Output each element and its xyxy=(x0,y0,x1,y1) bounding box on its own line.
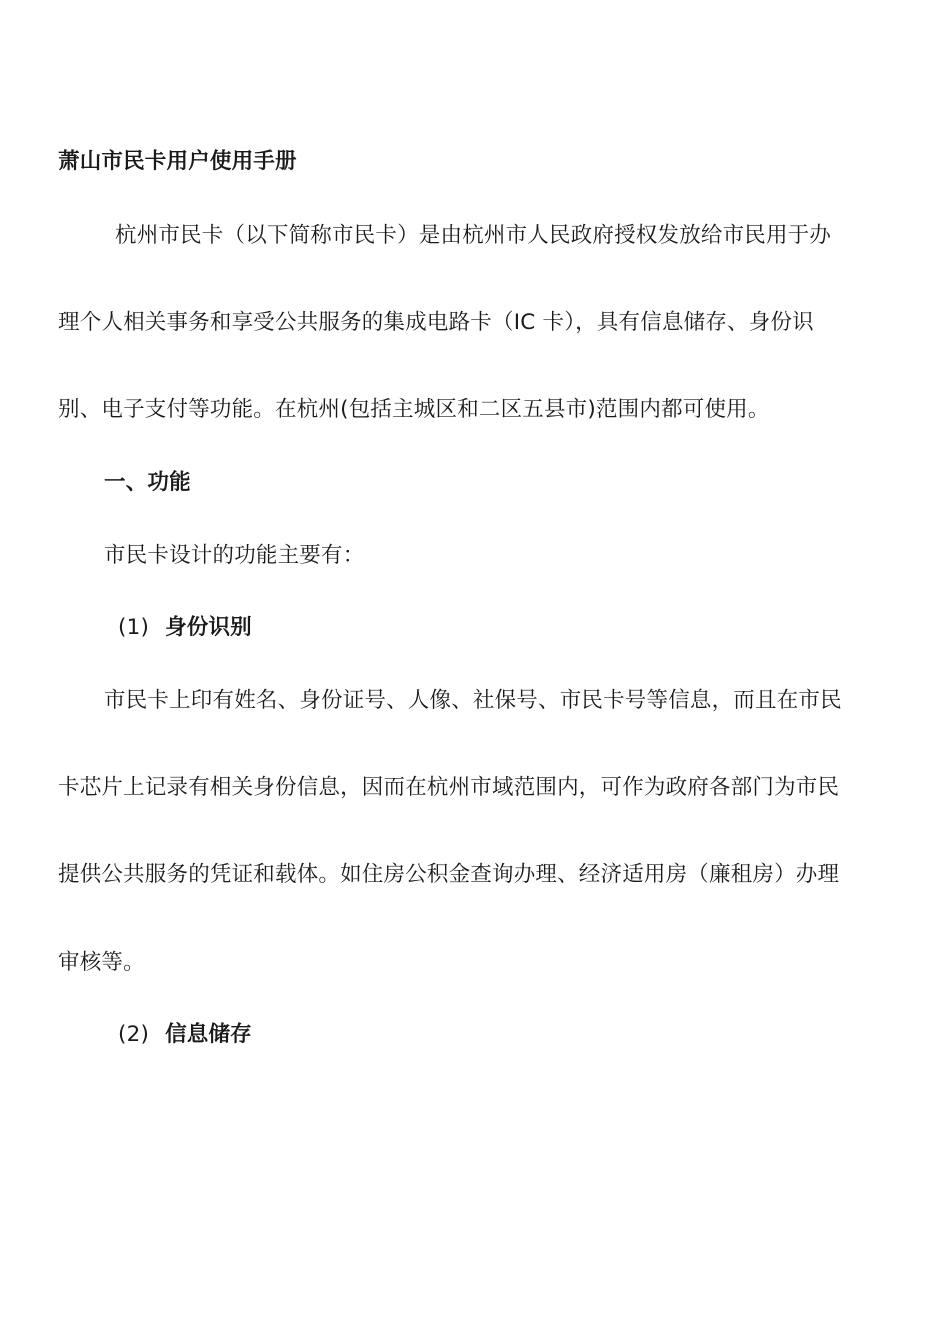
identity-paragraph-line-4: 审核等。 xyxy=(58,950,145,975)
subheading-number: (2) xyxy=(118,1022,150,1047)
intro-paragraph-line-1: 杭州市民卡（以下简称市民卡）是由杭州市人民政府授权发放给市民用于办 xyxy=(115,223,832,248)
section-intro: 市民卡设计的功能主要有： xyxy=(104,543,365,568)
subheading-label: 信息储存 xyxy=(165,1022,252,1047)
subheading-number: (1) xyxy=(118,615,150,640)
document-title: 萧山市民卡用户使用手册 xyxy=(58,149,297,174)
intro-paragraph-line-2: 理个人相关事务和享受公共服务的集成电路卡（IC 卡），具有信息储存、身份识 xyxy=(58,310,814,335)
section-heading-functions: 一、功能 xyxy=(104,470,191,495)
subheading-label: 身份识别 xyxy=(165,615,252,640)
subheading-identity xyxy=(118,613,950,643)
identity-paragraph-line-2: 卡芯片上记录有相关身份信息，因而在杭州市域范围内，可作为政府各部门为市民 xyxy=(58,775,840,800)
identity-paragraph-line-1: 市民卡上印有姓名、身份证号、人像、社保号、市民卡号等信息，而且在市民 xyxy=(104,688,842,713)
intro-paragraph-line-3: 别、电子支付等功能。在杭州(包括主城区和二区五县市)范围内都可使用。 xyxy=(58,397,770,422)
subheading-information-storage xyxy=(118,1020,950,1050)
identity-paragraph-line-3: 提供公共服务的凭证和载体。如住房公积金查询办理、经济适用房（廉租房）办理 xyxy=(58,862,840,887)
